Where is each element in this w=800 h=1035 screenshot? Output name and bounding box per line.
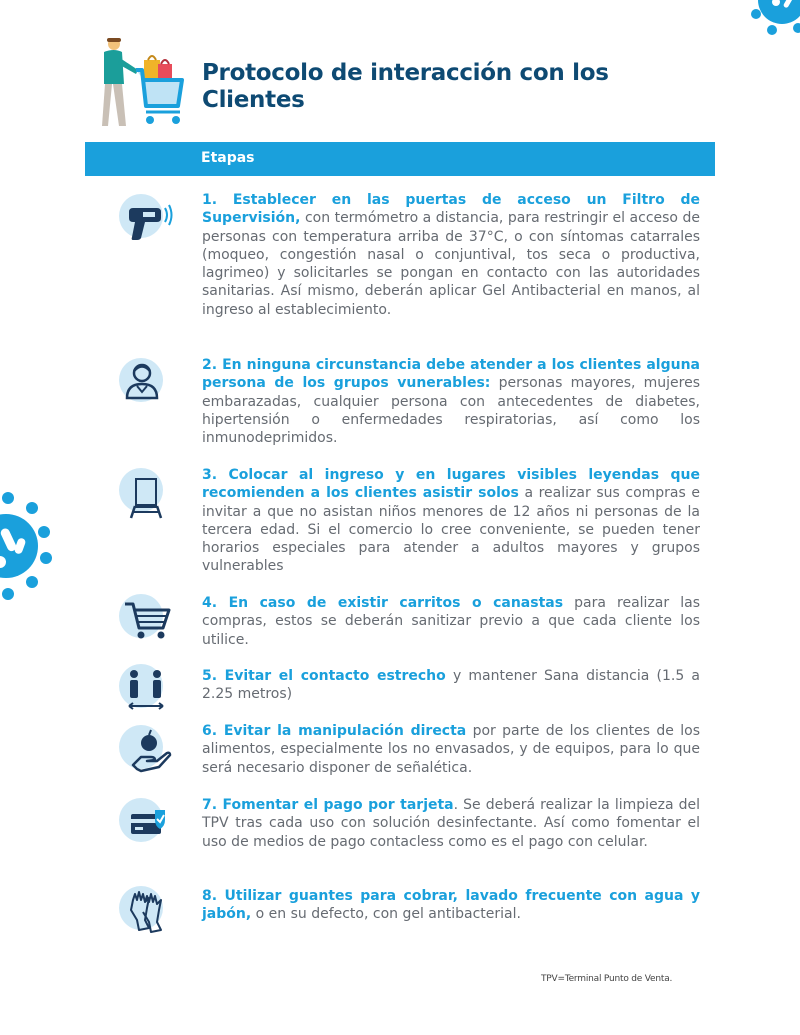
step-5-highlight: 5. Evitar el contacto estrecho (202, 668, 446, 684)
step-4-highlight: 4. En caso de existir carritos o canastas (202, 595, 564, 611)
step-3-body: a realizar sus compras e invitar a que no asistan niños menores de 12 años ni personas de la tercera edad. Si el comercio lo cree conveniente, se pueden tener horarios especiales para atender a adultos mayores y grupos vulnerables (202, 485, 700, 575)
banner-label: Etapas (201, 150, 255, 166)
virus-icon (742, 0, 800, 50)
page-title (202, 60, 722, 114)
step-1-text (202, 191, 700, 319)
section-banner (85, 142, 715, 176)
step-1-highlight: 1. Establecer en las puertas de acceso un Filtro de Supervisión, (202, 192, 700, 227)
step-6-icon-wrap (119, 725, 171, 777)
step-6-text (202, 722, 700, 777)
step-4-icon-wrap (119, 594, 171, 646)
step-7-highlight: 7. Fomentar el pago por tarjeta (202, 797, 454, 813)
step-7-text (202, 796, 700, 851)
step-4-body: para realizar las compras, estos se deberán sanitizar previo a que cada cliente los utilice. (202, 595, 700, 648)
page-title-line1: Protocolo de interacción con los (202, 60, 609, 86)
step-2-body: personas mayores, mujeres embarazadas, cualquier persona con antecedentes de diabetes, hipertensión o enfermedades respiratorias, así como los inmunodeprimidos. (202, 375, 700, 447)
step-3-text (202, 466, 700, 576)
step-8-highlight: 8. Utilizar guantes para cobrar, lavado frecuente con agua y jabón, (202, 888, 700, 923)
step-7-body: . Se deberá realizar la limpieza del TPV tras cada uso con solución desinfectante. Así como fomentar el uso de medios de pago contacless como es el pago con celular. (202, 797, 701, 850)
step-5-text (202, 667, 700, 704)
step-5-icon-wrap (119, 664, 171, 716)
step-4-text (202, 594, 700, 649)
sign-board-icon (119, 468, 171, 524)
step-8-body: o en su defecto, con gel antibacterial. (251, 906, 521, 923)
step-7-icon-wrap (119, 798, 171, 850)
step-3-highlight: 3. Colocar al ingreso y en lugares visibles leyendas que recomienden a los clientes asistir solos (202, 467, 700, 502)
step-1-body: con termómetro a distancia, para restringir el acceso de personas con temperatura arriba de 37°C, o con síntomas catarrales (moqueo, congestión nasal o conjuntival, tos seca o productiva, lagrimeo) y solicitarles se pongan en contacto con las autoridades sanitarias. Así mismo, deberán aplicar Gel Antibacterial en manos, al ingreso al establecimiento. (202, 210, 700, 318)
card-payment-icon (119, 798, 175, 850)
footnote: TPV=Terminal Punto de Venta. (541, 974, 673, 984)
thermometer-icon (119, 194, 175, 246)
step-2-highlight: 2. En ninguna circunstancia debe atender a los clientes alguna persona de los grupos vunerables: (202, 357, 700, 392)
shopping-cart-icon (119, 594, 175, 646)
step-1-icon-wrap (119, 194, 171, 246)
elderly-person-icon (119, 358, 171, 410)
step-2-text (202, 356, 700, 447)
social-distance-icon (119, 664, 175, 716)
step-6-body: por parte de los clientes de los alimentos, especialmente los no envasados, y de equipos, para lo que será necesario disponer de señalética. (202, 723, 700, 776)
step-3-icon-wrap (119, 468, 171, 520)
step-2-icon-wrap (119, 358, 171, 410)
virus-icon (0, 490, 60, 602)
step-5-body: y mantener Sana distancia (1.5 a 2.25 metros) (202, 668, 700, 703)
step-8-text (202, 887, 700, 924)
step-8-icon-wrap (119, 886, 171, 938)
shopper-cart-illustration (98, 36, 188, 128)
hand-apple-icon (119, 725, 175, 777)
gloves-icon (119, 886, 175, 938)
page-title-line2: Clientes (202, 87, 305, 113)
step-6-highlight: 6. Evitar la manipulación directa (202, 723, 467, 739)
